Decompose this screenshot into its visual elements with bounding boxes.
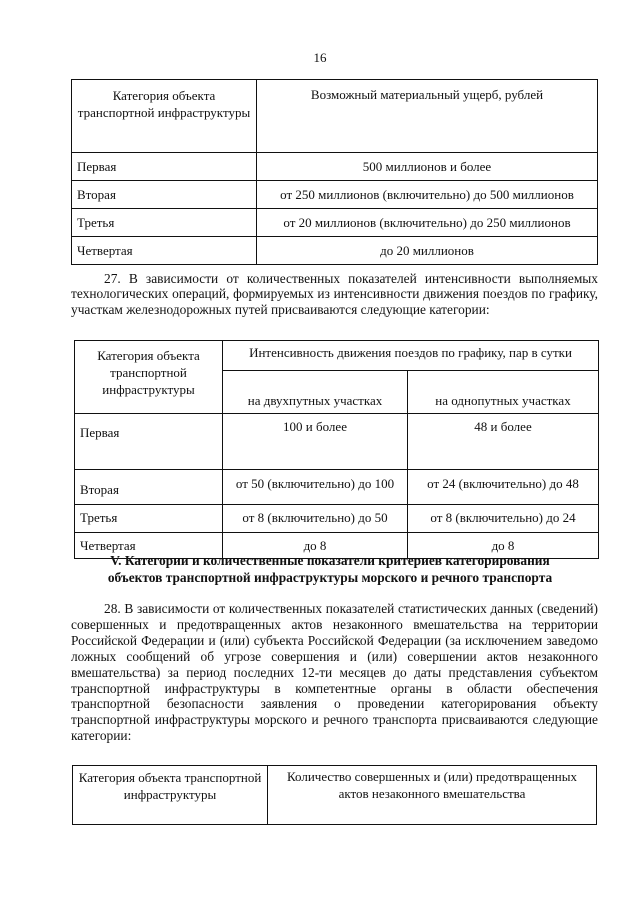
table-header-row [73,766,597,825]
table-row [72,237,598,265]
page-number: 16 [313,50,327,65]
row-value: от 250 миллионов (включительно) до 500 миллионов [257,181,598,209]
table-row [72,153,598,181]
header-double-track: на двухпутных участках [223,371,408,414]
row-single: от 8 (включительно) до 24 [408,505,599,533]
row-category: Вторая [75,470,223,505]
row-category: Вторая [72,181,257,209]
table-row [72,181,598,209]
row-double: от 50 (включительно) до 100 [223,470,408,505]
row-value: от 20 миллионов (включительно) до 250 миллионов [257,209,598,237]
section-heading-line1: V. Категории и количественные показатели критериев категорирования [110,553,550,568]
row-category: Четвертая [75,533,223,559]
damage-category-table [71,79,598,265]
table-row [72,209,598,237]
header-category: Категория объекта транспортной инфраструктуры [75,341,223,414]
header-damage: Возможный материальный ущерб, рублей [257,80,598,153]
table-row [75,470,599,505]
illegal-acts-table [72,765,597,825]
row-category: Четвертая [72,237,257,265]
header-single-track: на однопутных участках [408,371,599,414]
row-double: до 8 [223,533,408,559]
train-intensity-table [74,340,599,559]
header-category: Категория объекта транспортной инфраструктуры [73,766,268,825]
row-category: Третья [75,505,223,533]
paragraph-28: 28. В зависимости от количественных показателей статистических данных (сведений) совершенных и предотвращенных актов незаконного вмешательства на территории Российской Федерации и (или) субъекта Российской Федерации (за исключением заведомо ложных сообщений об угрозе совершения и (или) совершении актов незаконного вмешательства) за период последних 12-ти месяцев до даты представления субъектом транспортной инфраструктуры в компетентные органы в области обеспечения транспортной безопасности заявления о проведении категорирования объекту транспортной инфраструктуры морского и речного транспорта присваиваются следующие категории: [71,601,598,744]
row-double: 100 и более [223,414,408,470]
row-single: 48 и более [408,414,599,470]
table-row [75,414,599,470]
row-category: Первая [75,414,223,470]
header-category: Категория объекта транспортной инфраструктуры [72,80,257,153]
row-category: Третья [72,209,257,237]
row-single: до 8 [408,533,599,559]
header-intensity: Интенсивность движения поездов по графику, пар в сутки [223,341,599,371]
header-count: Количество совершенных и (или) предотвращенных актов незаконного вмешательства [268,766,597,825]
row-value: 500 миллионов и более [257,153,598,181]
table-row [75,505,599,533]
section-heading-line2: объектов транспортной инфраструктуры морского и речного транспорта [107,570,553,585]
table-header-row [72,80,598,153]
row-single: от 24 (включительно) до 48 [408,470,599,505]
section-heading [60,552,600,586]
row-double: от 8 (включительно) до 50 [223,505,408,533]
row-category: Первая [72,153,257,181]
paragraph-27: 27. В зависимости от количественных показателей интенсивности выполняемых технологических операций, формируемых из интенсивности движения поездов по графику, участкам железнодорожных путей присваиваются следующие категории: [71,271,598,317]
row-value: до 20 миллионов [257,237,598,265]
table-header-row [75,341,599,371]
